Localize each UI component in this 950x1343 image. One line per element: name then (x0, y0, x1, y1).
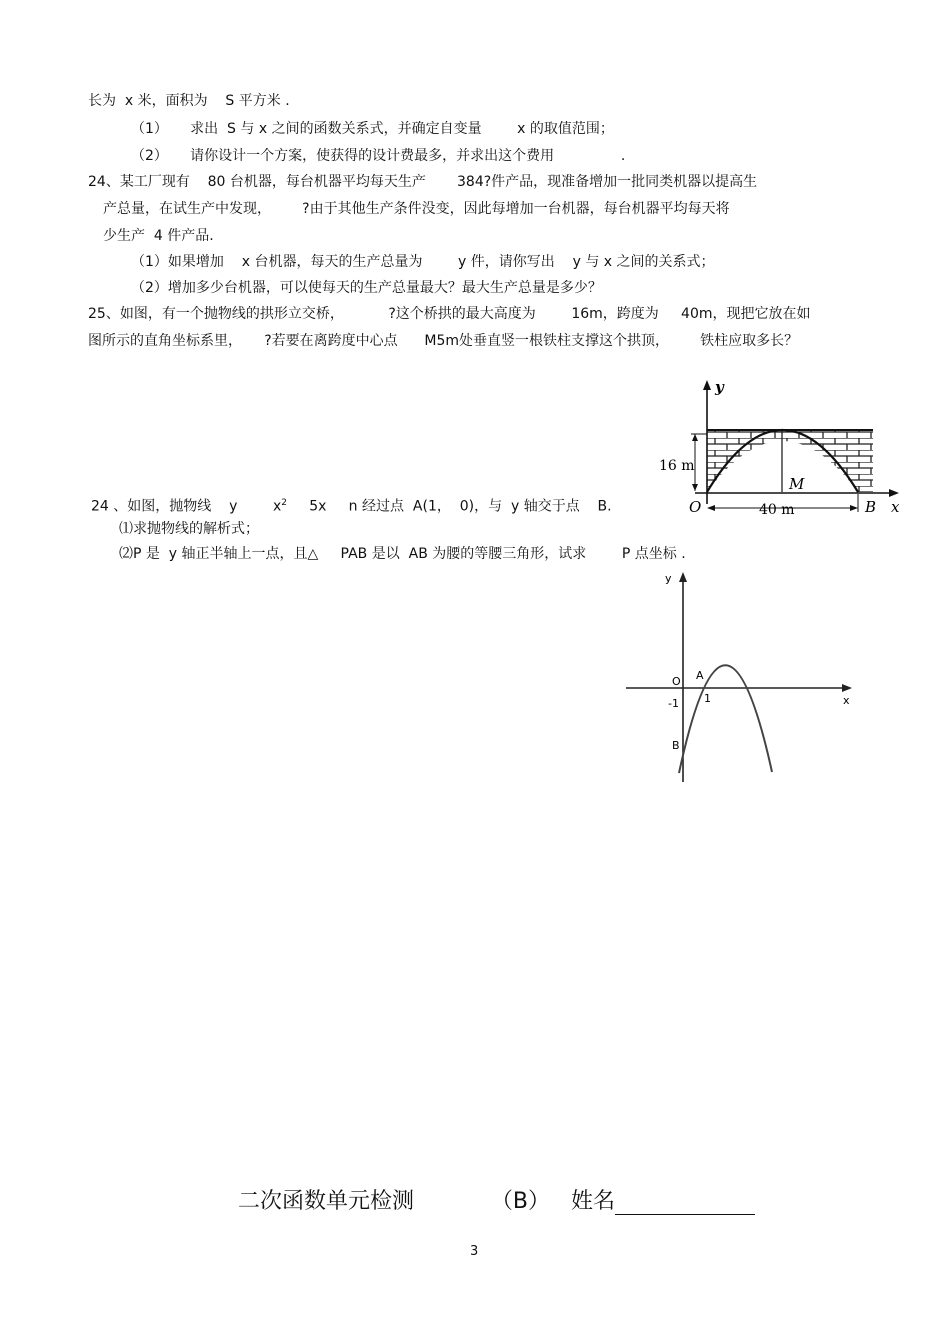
bridge-b-label: B (865, 498, 877, 516)
parabola-o-label: O (672, 675, 681, 688)
text-line-5: 产总量，在试生产中发现， ?由于其他生产条件没变，因此每增加一台机器，每台机器平均每天将 (103, 201, 730, 217)
text-line-11-a: 24 、如图，抛物线 y x (91, 498, 282, 515)
text-line-4: 24、某工厂现有 80 台机器，每台机器平均每天生产 384?件产品，现准备增加一批同类机器以提高生 (88, 174, 758, 190)
exponent-2: 2 (281, 498, 287, 508)
parabola-figure (620, 568, 860, 788)
parabola-x-label: x (843, 694, 850, 707)
text-line-2: （1） 求出 S 与 x 之间的函数关系式，并确定自变量 x 的取值范围； (131, 121, 614, 137)
bridge-x-label: x (891, 498, 900, 516)
bridge-y-label: y (715, 378, 724, 396)
text-line-12: ⑴求抛物线的解析式； (119, 521, 259, 537)
text-line-1: 长为 x 米，面积为 S 平方米 . (88, 93, 290, 109)
parabola-neg-one-label: -1 (668, 697, 679, 710)
text-line-8: （2）增加多少台机器，可以使每天的生产总量最大？最大生产总量是多少？ (131, 280, 602, 296)
text-line-13: ⑵P 是 y 轴正半轴上一点，且△ PAB 是以 AB 为腰的等腰三角形，试求 P 点坐标 . (119, 546, 686, 562)
parabola-b-label: B (672, 739, 680, 752)
footer-title (238, 1184, 755, 1215)
bridge-o-label: O (689, 498, 702, 516)
parabola-curve (679, 665, 772, 773)
bridge-figure (655, 378, 905, 523)
parabola-a-label: A (696, 669, 704, 682)
text-line-6: 少生产 4 件产品. (103, 228, 214, 244)
text-line-11 (91, 494, 612, 516)
page-number: 3 (470, 1244, 479, 1259)
parabola-one-label: 1 (704, 692, 711, 705)
footer-title-text: 二次函数单元检测 （B） 姓名 (238, 1189, 615, 1214)
text-line-9: 25、如图，有一个抛物线的拱形立交桥， ?这个桥拱的最大高度为 16m，跨度为 40m，现把它放在如 (88, 306, 811, 322)
bridge-span-label: 40 m (759, 502, 795, 518)
text-line-3: （2） 请你设计一个方案，使获得的设计费最多，并求出这个费用 . (131, 148, 626, 164)
text-line-10: 图所示的直角坐标系里， ?若要在离跨度中心点 M5m处垂直竖一根铁柱支撑这个拱顶， 铁柱应取多长？ (88, 333, 799, 349)
text-line-11-b: 5x n 经过点 A(1， 0)，与 y 轴交于点 B. (286, 498, 612, 515)
bridge-m-label: M (789, 475, 805, 493)
text-line-7: （1）如果增加 x 台机器，每天的生产总量为 y 件，请你写出 y 与 x 之间的关系式； (131, 254, 715, 270)
bridge-height-label: 16 m (659, 458, 695, 474)
parabola-y-label: y (665, 572, 672, 585)
name-blank-line (615, 1190, 755, 1215)
